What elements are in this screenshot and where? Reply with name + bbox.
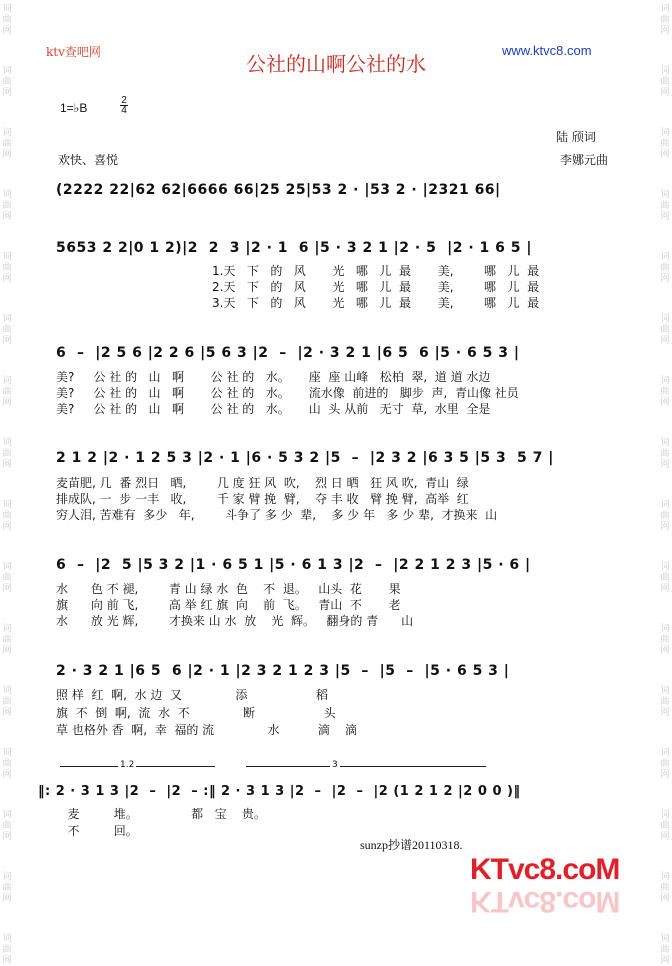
volta-bracket-first (60, 766, 215, 767)
watermark-glyph: 词 (2, 562, 12, 572)
watermark-glyph: 曲 (2, 449, 12, 459)
watermark-glyph: 网 (2, 646, 12, 656)
lyric-verse-1: 麦苗肥, 几 番 烈日 晒, 几 度 狂 风 吹, 烈 日 晒 狂 风 吹, 青山 绿 (56, 476, 469, 490)
site-name-left: ktv查吧网 (46, 45, 101, 59)
watermark-glyph: 网 (2, 398, 12, 408)
notation-line: 6 – |2 5 |5 3 2 |1 · 6 5 1 |5 · 6 1 3 |2 – |2 2 1 2 3 |5 · 6 | (56, 557, 531, 573)
watermark-glyph: 曲 (660, 759, 670, 769)
watermark-glyph: 网 (660, 894, 670, 904)
watermark-glyph: 网 (2, 212, 12, 222)
watermark-glyph: 曲 (2, 821, 12, 831)
watermark-glyph: 词 (660, 810, 670, 820)
watermark-glyph: 词 (660, 190, 670, 200)
lyric-verse-3: 草 也格外 香 啊, 幸 福的 流 水 滴 滴 (56, 723, 357, 737)
watermark-glyph: 词 (2, 190, 12, 200)
meter-top: 2 (121, 95, 127, 106)
watermark-glyph: 词 (2, 252, 12, 262)
watermark-glyph: 曲 (660, 201, 670, 211)
site-url-right: www.ktvc8.com (502, 43, 592, 58)
lyric-verse-1: 水 色 不 褪, 青 山 绿 水 色 不 退。 山头 花 果 (56, 582, 401, 596)
watermark-glyph: 词 (2, 748, 12, 758)
volta-bracket-second (246, 766, 486, 767)
watermark-glyph: 网 (2, 522, 12, 532)
watermark-glyph: 词 (2, 686, 12, 696)
watermark-glyph: 词 (2, 66, 12, 76)
lyric-verse-3: 穷人泪, 苦难有 多少 年, 斗争了 多 少 辈, 多 少 年 多 少 辈, 才换来 山 (56, 508, 498, 522)
meter-bottom: 4 (121, 105, 127, 116)
left-watermark-strip (0, 0, 14, 966)
watermark-glyph: 曲 (660, 387, 670, 397)
watermark-glyph: 曲 (2, 387, 12, 397)
watermark-glyph: 曲 (660, 511, 670, 521)
lyric-ending-2: 不 回。 (56, 824, 138, 838)
watermark-glyph: 词 (660, 314, 670, 324)
notation-line: 2 · 3 2 1 |6 5 6 |2 · 1 |2 3 2 1 2 3 |5 – |5 – |5 · 6 5 3 | (56, 663, 510, 679)
watermark-glyph: 曲 (660, 263, 670, 273)
watermark-glyph: 词 (660, 500, 670, 510)
watermark-glyph: 网 (2, 88, 12, 98)
watermark-glyph: 曲 (660, 883, 670, 893)
watermark-glyph: 词 (660, 128, 670, 138)
song-title: 公社的山啊公社的水 (246, 52, 426, 76)
watermark-glyph: 词 (2, 624, 12, 634)
watermark-glyph: 曲 (2, 759, 12, 769)
watermark-glyph: 网 (2, 460, 12, 470)
watermark-glyph: 曲 (660, 15, 670, 25)
watermark-glyph: 曲 (660, 697, 670, 707)
watermark-glyph: 网 (660, 26, 670, 36)
watermark-glyph: 网 (660, 522, 670, 532)
watermark-glyph: 词 (660, 934, 670, 944)
watermark-glyph: 曲 (2, 883, 12, 893)
watermark-glyph: 词 (660, 4, 670, 14)
watermark-glyph: 曲 (2, 697, 12, 707)
watermark-glyph: 网 (2, 770, 12, 780)
lyric-verse-1: 照 样 红 啊, 水 边 又 添 稻 (56, 688, 329, 702)
right-watermark-strip (658, 0, 672, 966)
watermark-glyph: 网 (2, 956, 12, 966)
watermark-glyph: 曲 (2, 139, 12, 149)
watermark-glyph: 词 (660, 624, 670, 634)
lyric-verse-3: 3.天 下 的 风 光 哪 儿 最 美, 哪 儿 最 (212, 296, 540, 310)
watermark-glyph: 网 (660, 336, 670, 346)
transcriber-note: sunzp抄谱20110318. (360, 838, 463, 852)
logo-reflection-text: KTvc8.coM (470, 885, 620, 918)
watermark-glyph: 词 (660, 376, 670, 386)
notation-line: 2 1 2 |2 · 1 2 5 3 |2 · 1 |6 · 5 3 2 |5 – |2 3 2 |6 3 5 |5 3 5 7 | (56, 450, 554, 466)
notation-line: ‖: 2 · 3 1 3 |2 – |2 – :‖ 2 · 3 1 3 |2 – |2 – |2 (1 2 1 2 |2 0 0 )‖ (38, 784, 521, 799)
watermark-glyph: 曲 (660, 635, 670, 645)
lyric-ending-1: 麦 堆。 都 宝 贵。 (56, 807, 266, 821)
watermark-glyph: 网 (660, 460, 670, 470)
watermark-glyph: 词 (660, 562, 670, 572)
watermark-glyph: 网 (660, 832, 670, 842)
watermark-glyph: 曲 (2, 77, 12, 87)
watermark-glyph: 词 (660, 438, 670, 448)
watermark-glyph: 网 (660, 274, 670, 284)
lyric-verse-2: 2.天 下 的 风 光 哪 儿 最 美, 哪 儿 最 (212, 280, 540, 294)
watermark-glyph: 词 (2, 128, 12, 138)
watermark-glyph: 网 (660, 150, 670, 160)
watermark-glyph: 网 (2, 26, 12, 36)
watermark-glyph: 曲 (660, 945, 670, 955)
time-signature (120, 96, 128, 115)
watermark-glyph: 网 (2, 894, 12, 904)
watermark-glyph: 词 (2, 872, 12, 882)
watermark-glyph: 网 (660, 956, 670, 966)
watermark-glyph: 网 (2, 274, 12, 284)
watermark-glyph: 曲 (2, 945, 12, 955)
watermark-glyph: 网 (2, 832, 12, 842)
watermark-glyph: 词 (660, 872, 670, 882)
watermark-glyph: 曲 (660, 325, 670, 335)
lyric-verse-1: 1.天 下 的 风 光 哪 儿 最 美, 哪 儿 最 (212, 264, 540, 278)
watermark-glyph: 词 (2, 4, 12, 14)
lyric-verse-2: 美? 公 社 的 山 啊 公 社 的 水。 流水像 前进的 脚步 声, 青山像 社员 (56, 386, 519, 400)
lyricist-credit: 陆 颀词 (556, 130, 596, 144)
logo-text: KTvc8.coM (470, 853, 620, 886)
lyric-verse-3: 水 放 光 辉, 才换来 山 水 放 光 辉。 翻身的 青 山 (56, 614, 414, 628)
notation-line: (2222 22|62 62|6666 66|25 25|53 2 · |53 2 · |2321 66| (56, 182, 501, 198)
lyric-verse-3: 美? 公 社 的 山 啊 公 社 的 水。 山 头 从前 无寸 草, 水里 全是 (56, 402, 491, 416)
site-logo (470, 853, 619, 887)
watermark-glyph: 曲 (660, 449, 670, 459)
watermark-glyph: 曲 (2, 263, 12, 273)
watermark-glyph: 曲 (2, 635, 12, 645)
watermark-glyph: 词 (2, 314, 12, 324)
watermark-glyph: 曲 (660, 77, 670, 87)
watermark-glyph: 网 (660, 398, 670, 408)
watermark-glyph: 词 (2, 438, 12, 448)
watermark-glyph: 网 (660, 770, 670, 780)
watermark-glyph: 词 (660, 66, 670, 76)
lyric-verse-2: 旗 不 倒 啊, 流 水 不 断 头 (56, 706, 336, 720)
watermark-glyph: 网 (660, 708, 670, 718)
notation-line: 6 – |2 5 6 |2 2 6 |5 6 3 |2 – |2 · 3 2 1 |6 5 6 |5 · 6 5 3 | (56, 345, 520, 361)
watermark-glyph: 词 (660, 686, 670, 696)
site-logo-reflection (470, 884, 619, 918)
watermark-glyph: 网 (660, 88, 670, 98)
watermark-glyph: 曲 (2, 201, 12, 211)
watermark-glyph: 网 (2, 150, 12, 160)
volta-label-second: 3 (332, 760, 338, 770)
watermark-glyph: 网 (2, 336, 12, 346)
key-signature: 1=♭B (60, 101, 88, 115)
watermark-glyph: 词 (2, 810, 12, 820)
lyric-verse-2: 排成队, 一 步 一丰 收, 千 家 臂 挽 臂, 夺 丰 收 臂 挽 臂, 高举 红 (56, 492, 469, 506)
watermark-glyph: 网 (2, 708, 12, 718)
notation-line: 5653 2 2|0 1 2)|2 2 3 |2 · 1 6 |5 · 3 2 1 |2 · 5 |2 · 1 6 5 | (56, 240, 532, 256)
watermark-glyph: 词 (660, 748, 670, 758)
watermark-glyph: 曲 (2, 573, 12, 583)
watermark-glyph: 网 (660, 584, 670, 594)
watermark-glyph: 曲 (660, 139, 670, 149)
watermark-glyph: 词 (2, 500, 12, 510)
lyric-verse-2: 旗 向 前 飞, 高 举 红 旗 向 前 飞。 青山 不 老 (56, 598, 401, 612)
watermark-glyph: 词 (660, 252, 670, 262)
watermark-glyph: 曲 (2, 325, 12, 335)
tempo-mood: 欢快、喜悦 (58, 153, 119, 167)
watermark-glyph: 曲 (660, 821, 670, 831)
watermark-glyph: 曲 (2, 511, 12, 521)
watermark-glyph: 词 (2, 934, 12, 944)
volta-label-first: 1.2 (120, 760, 135, 770)
watermark-glyph: 词 (2, 376, 12, 386)
watermark-glyph: 曲 (660, 573, 670, 583)
watermark-glyph: 网 (2, 584, 12, 594)
watermark-glyph: 网 (660, 212, 670, 222)
composer-credit: 李娜元曲 (560, 153, 609, 167)
lyric-verse-1: 美? 公 社 的 山 啊 公 社 的 水。 座 座 山峰 松柏 翠, 道 道 水边 (56, 370, 491, 384)
watermark-glyph: 曲 (2, 15, 12, 25)
watermark-glyph: 网 (660, 646, 670, 656)
